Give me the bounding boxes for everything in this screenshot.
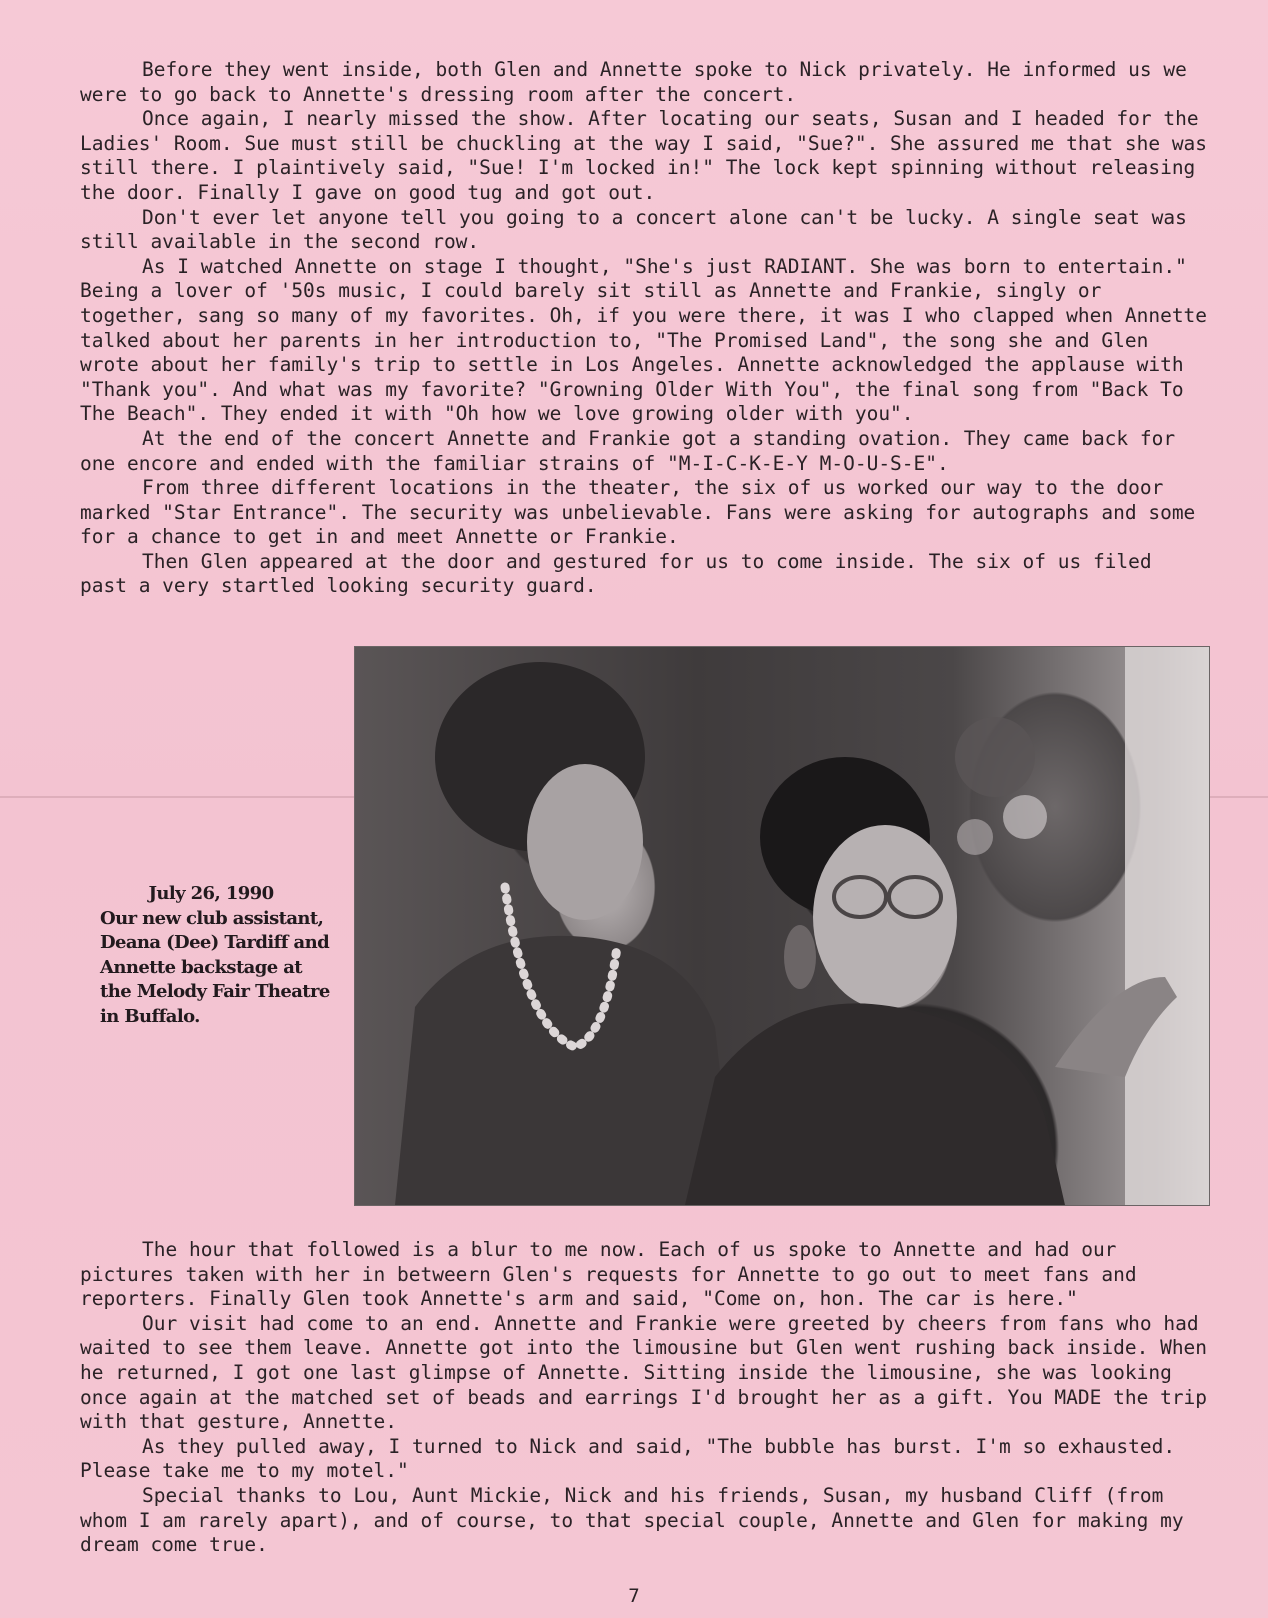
caption-line: Our new club assistant, (100, 907, 324, 929)
paragraph: Before they went inside, both Glen and Annette spoke to Nick privately. He informed us we were to go back to Annette's dressing room after the concert. (80, 58, 1187, 106)
photo-illustration (355, 647, 1209, 1205)
article-lower-text (80, 1238, 1210, 1558)
paragraph: Once again, I nearly missed the show. After locating our seats, Susan and I headed for the Ladies' Room. Sue must still be chuckling at the way I said, "Sue?". She assured me that she was still there. I plaintively said, "Sue! I'm locked in!" The lock kept spinning without releasing the door. Finally I gave on good tug and got out. (80, 107, 1208, 204)
paragraph: Don't ever let anyone tell you going to a concert alone can't be lucky. A single seat was still available in the second row. (80, 205, 1187, 254)
caption-line: Deana (Dee) Tardiff and (100, 932, 330, 953)
paragraph: Our visit had come to an end. Annette and Frankie were greeted by cheers from fans who had waited to see them leave. Annette got into the limousine but Glen went rushing back inside. When he returned, I got one last glimpse of Annette. Sitting inside the limousine, she was looking once again at the matched set of beads and earrings I'd brought her as a gift. You MADE the trip with that gesture, Annette. (80, 1311, 1208, 1434)
paragraph: Special thanks to Lou, Aunt Mickie, Nick and his friends, Susan, my husband Cliff (from whom I am rarely apart), and of course, to that special couple, Annette and Glen for making my dream come true. (80, 1483, 1184, 1557)
paragraph: At the end of the concert Annette and Frankie got a standing ovation. They came back for one encore and ended with the familiar strains of "M-I-C-K-E-Y M-O-U-S-E". (80, 426, 1176, 475)
caption-line: Annette backstage at (100, 956, 303, 978)
article-upper-text (80, 58, 1210, 599)
paragraph: Then Glen appeared at the door and gestured for us to come inside. The six of us filed past a very startled looking security guard. (80, 549, 1152, 598)
paragraph: As I watched Annette on stage I thought, "She's just RADIANT. She was born to entertain." Being a lover of '50s music, I could barely sit still as Annette and Frankie, singly or together, sang so many of my favorites. Oh, if you were there, it was I who clapped when Annette talked about her parents in her introduction to, "The Promised Land", the song she and Glen wrote about her family's trip to settle in Los Angeles. Annette acknowledged the applause with "Thank you". And what was my favorite? "Growning Older With You", the final song from "Back To The Beach". They ended it with "Oh how we love growing older with you". (80, 254, 1208, 426)
paragraph: As they pulled away, I turned to Nick and said, "The bubble has burst. I'm so exhausted. Please take me to my motel." (80, 1434, 1176, 1483)
paragraph: From three different locations in the theater, the six of us worked our way to the door marked "Star Entrance". The security was unbelievable. Fans were asking for autographs and some for a chance to get in and meet Annette or Frankie. (80, 476, 1196, 549)
paragraph: The hour that followed is a blur to me now. Each of us spoke to Annette and had our pictures taken with her in betweern Glen's requests for Annette to go out to meet fans and reporters. Finally Glen took Annette's arm and said, "Come on, hon. The car is here." (80, 1238, 1137, 1311)
backstage-photo (354, 646, 1210, 1206)
caption-line: the Melody Fair Theatre (100, 981, 330, 1002)
photo-caption (100, 882, 340, 1029)
caption-date: July 26, 1990 (148, 883, 274, 904)
caption-line: in Buffalo. (100, 1005, 200, 1027)
page-number: 7 (628, 1585, 640, 1607)
